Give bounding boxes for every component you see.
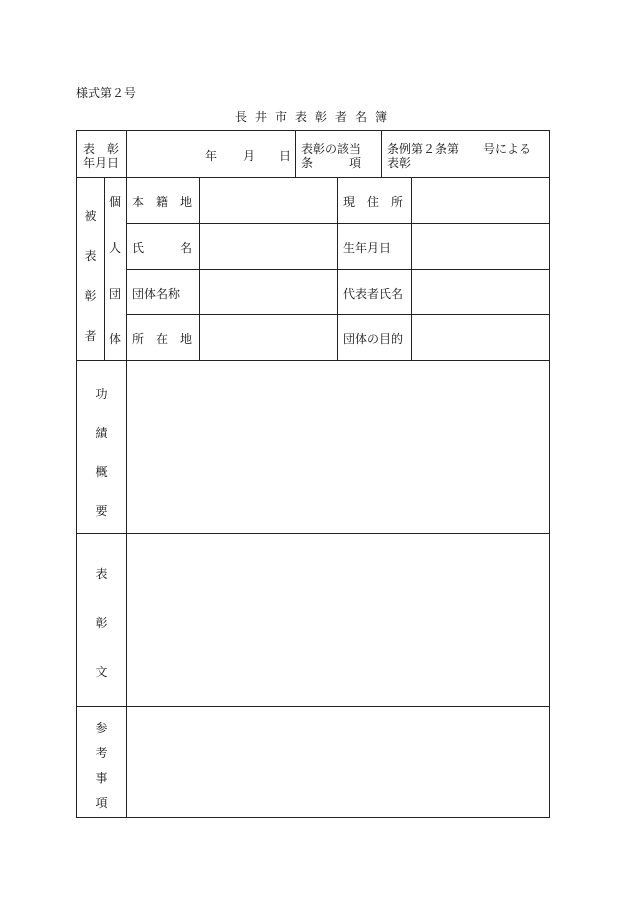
citation-label	[77, 565, 126, 680]
clause-label-top: 表彰の該当	[301, 142, 362, 156]
row-divider	[77, 533, 549, 534]
row-divider	[77, 706, 549, 707]
group-char: 彰	[84, 289, 97, 303]
section-char: 項	[95, 796, 108, 810]
clause-value-top: 条例第２条第 号による	[387, 142, 532, 156]
date-year: 年	[205, 149, 218, 163]
current-address-label: 現 住 所	[343, 195, 404, 209]
register-table	[76, 130, 550, 818]
section-char: 績	[95, 426, 108, 440]
name-label: 氏 名	[132, 241, 193, 255]
organization-label-2: 体	[108, 332, 121, 346]
registered-domicile-label: 本 籍 地	[132, 195, 193, 209]
birth-date-label: 生年月日	[343, 241, 392, 255]
achievements-label	[77, 385, 126, 519]
organization-name-label: 団体名称	[132, 287, 181, 301]
section-char: 参	[95, 721, 108, 735]
organization-purpose-label: 団体の目的	[343, 332, 404, 346]
col-divider	[126, 177, 127, 360]
date-day: 日	[279, 149, 292, 163]
col-divider	[126, 131, 127, 177]
col-divider	[126, 360, 127, 817]
section-char: 考	[95, 746, 108, 760]
section-char: 表	[95, 567, 108, 581]
col-divider	[381, 131, 382, 177]
representative-name-label: 代表者氏名	[343, 287, 404, 301]
section-char: 彰	[95, 616, 108, 630]
date-month: 月	[243, 149, 256, 163]
clause-value-bottom: 表彰	[387, 156, 412, 170]
row-divider	[77, 360, 549, 361]
col-divider	[199, 177, 200, 360]
col-divider	[411, 177, 412, 360]
section-char: 要	[95, 504, 108, 518]
location-label: 所 在 地	[132, 332, 193, 346]
award-date-label-top: 表 彰	[83, 142, 120, 156]
reference-label	[77, 719, 126, 811]
document-title: 長井市表彰者名簿	[234, 110, 395, 124]
form-number: 様式第２号	[76, 86, 137, 100]
group-char: 表	[84, 249, 97, 263]
section-char: 概	[95, 465, 108, 479]
row-divider	[77, 177, 549, 178]
col-divider	[337, 177, 338, 360]
organization-label-1: 団	[108, 287, 121, 301]
section-char: 功	[95, 387, 108, 401]
group-char: 者	[84, 329, 97, 343]
individual-label-2: 人	[108, 241, 121, 255]
individual-label-1: 個	[108, 195, 121, 209]
section-char: 事	[95, 771, 108, 785]
col-divider	[295, 131, 296, 177]
group-char: 被	[84, 209, 97, 223]
clause-label-bottom: 条 項	[301, 156, 362, 170]
award-date-label-bottom: 年月日	[83, 156, 120, 170]
recipient-group-label	[77, 207, 104, 344]
section-char: 文	[95, 665, 108, 679]
